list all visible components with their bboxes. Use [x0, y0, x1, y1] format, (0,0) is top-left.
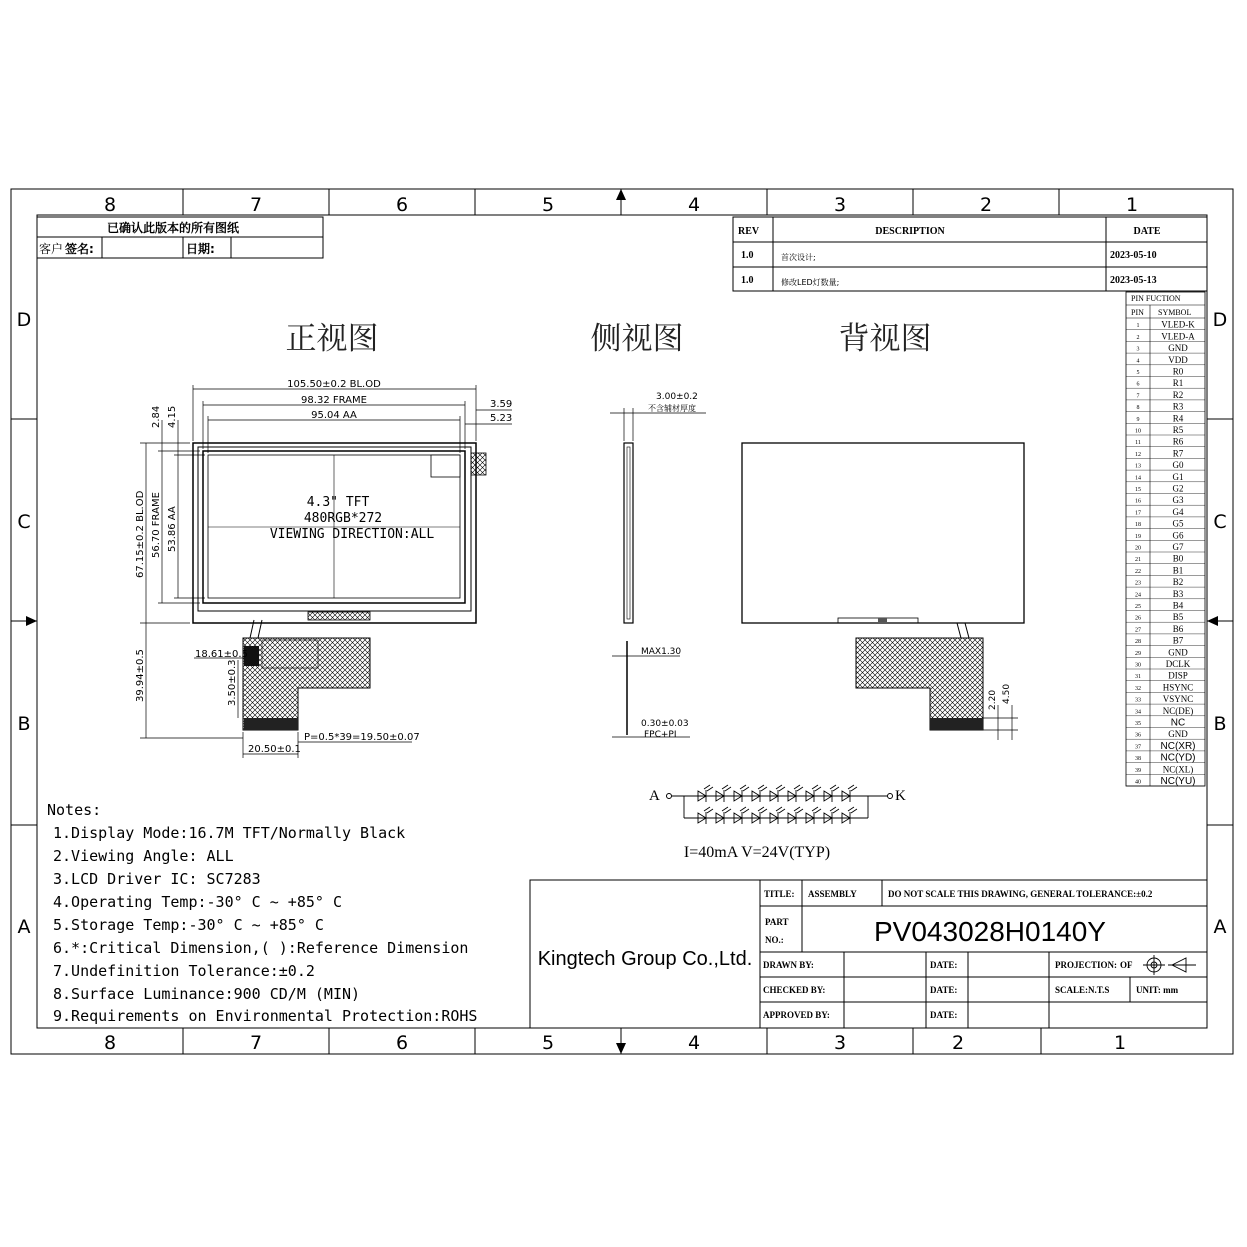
row-label-right: A	[1213, 916, 1227, 938]
part-label-no: NO.:	[765, 935, 784, 945]
col-label-bottom: 2	[951, 1032, 965, 1054]
pin-number: 27	[1135, 627, 1141, 634]
pin-symbol: NC	[1170, 717, 1186, 729]
pin-number: 14	[1135, 475, 1141, 482]
side-fpc-thickness: 0.30±0.03	[641, 719, 689, 729]
col-label-bottom: 8	[103, 1032, 117, 1054]
dim-bl-od-width: 105.50±0.2 BL.OD	[287, 379, 381, 390]
pin-symbol: B6	[1172, 623, 1184, 634]
rev-description: 修改LED灯数量;	[781, 278, 840, 287]
row-label-right: D	[1212, 309, 1228, 331]
notes-block	[47, 801, 477, 1025]
col-label-top: 2	[979, 194, 993, 216]
pin-number: 15	[1135, 487, 1141, 493]
pin-symbol: G2	[1172, 483, 1184, 494]
pin-symbol: G7	[1172, 542, 1184, 552]
projection-label: PROJECTION:	[1055, 960, 1118, 970]
pin-number: 8	[1136, 405, 1140, 412]
title-label: TITLE:	[764, 889, 795, 899]
dim-bl-od-height: 67.15±0.2 BL.OD	[135, 490, 146, 578]
pin-number: 21	[1135, 557, 1141, 564]
pin-number: 22	[1135, 568, 1141, 575]
pin-number: 29	[1135, 650, 1141, 657]
pin-symbol: B7	[1172, 635, 1184, 646]
pin-symbol: VLED-A	[1161, 331, 1195, 342]
pin-symbol: G3	[1172, 495, 1184, 506]
col-label-top: 1	[1125, 194, 1139, 216]
pin-number: 37	[1135, 744, 1141, 751]
pin-number: 3	[1136, 346, 1140, 353]
projection-symbol-icon	[1143, 955, 1196, 975]
pin-symbol: G5	[1172, 518, 1184, 529]
pin-header-pin: PIN	[1131, 308, 1144, 317]
pin-symbol: G6	[1172, 530, 1184, 541]
pin-number: 4	[1136, 358, 1140, 365]
date-label-1: DATE:	[930, 960, 958, 970]
note-item: 4.Operating Temp:-30° C ~ +85° C	[53, 893, 342, 911]
col-label-top: 5	[541, 194, 555, 216]
pin-table	[1126, 292, 1205, 787]
pin-number: 30	[1135, 662, 1141, 669]
dim-fpc-offset: 18.61±0.5	[195, 649, 248, 660]
pin-symbol: R0	[1172, 366, 1184, 377]
side-thickness: 3.00±0.2	[656, 392, 698, 402]
front-view	[135, 379, 512, 758]
date-header: DATE	[1133, 226, 1161, 237]
note-item: 7.Undefinition Tolerance:±0.2	[53, 962, 315, 980]
pin-number: 17	[1135, 510, 1141, 517]
pin-number: 23	[1135, 580, 1141, 587]
pin-number: 20	[1135, 545, 1141, 552]
row-label-left: C	[17, 511, 31, 533]
note-item: 5.Storage Temp:-30° C ~ +85° C	[53, 916, 324, 934]
col-label-top: 7	[249, 194, 263, 216]
pin-number: 31	[1135, 674, 1141, 681]
pin-symbol: B1	[1172, 565, 1184, 576]
pin-symbol: VDD	[1168, 354, 1188, 365]
title-block	[530, 880, 1207, 1028]
rev-date: 2023-05-13	[1110, 275, 1157, 286]
pin-symbol: VSYNC	[1162, 694, 1194, 705]
rev-date: 2023-05-10	[1110, 250, 1157, 261]
part-label: PART	[765, 917, 789, 927]
date-label: 日期:	[186, 242, 215, 256]
pin-number: 36	[1135, 732, 1141, 739]
row-label-left: A	[17, 916, 31, 938]
panel-size-label: 4.3" TFT	[306, 495, 370, 510]
pin-symbol: B3	[1172, 588, 1184, 599]
dim-fpc-tail: 3.50±0.3	[227, 659, 238, 706]
pin-number: 1	[1136, 323, 1140, 330]
pin-number: 28	[1135, 639, 1141, 646]
pin-symbol: GND	[1168, 343, 1188, 354]
dim-fpc-length: 39.94±0.5	[135, 649, 146, 702]
pin-symbol: B4	[1172, 600, 1184, 611]
pin-number: 35	[1135, 721, 1141, 727]
col-label-top: 4	[687, 194, 701, 216]
drawn-by-label: DRAWN BY:	[763, 960, 814, 970]
sheet-of-label: OF	[1120, 960, 1133, 970]
col-label-top: 8	[103, 194, 117, 216]
pin-symbol: GND	[1168, 729, 1188, 740]
pin-symbol: GND	[1168, 647, 1188, 658]
notes-title: Notes:	[47, 801, 102, 819]
col-label-bottom: 7	[249, 1032, 263, 1054]
side-view-title: 侧视图	[590, 321, 684, 357]
pin-symbol: R6	[1172, 436, 1184, 447]
dim-frame-height: 56.70 FRAME	[151, 492, 162, 558]
note-item: 2.Viewing Angle: ALL	[53, 847, 234, 865]
pin-number: 16	[1135, 498, 1141, 505]
rev-value: 1.0	[741, 250, 754, 261]
col-label-bottom: 4	[687, 1032, 701, 1054]
pin-number: 32	[1135, 685, 1141, 692]
rev-header: REV	[738, 226, 760, 237]
checked-by-label: CHECKED BY:	[763, 985, 826, 995]
led-rating: I=40mA V=24V(TYP)	[683, 844, 831, 861]
pin-symbol: NC(XL)	[1162, 764, 1194, 775]
date-label-2: DATE:	[930, 985, 958, 995]
pin-number: 2	[1136, 334, 1140, 341]
side-view	[610, 392, 706, 740]
dim-top-2: 4.15	[167, 405, 178, 428]
sign-label: 签名:	[65, 242, 94, 256]
date-label-3: DATE:	[930, 1010, 958, 1020]
dim-aa-height: 53.86 AA	[167, 506, 178, 552]
pin-number: 24	[1135, 592, 1141, 599]
col-label-bottom: 3	[833, 1032, 847, 1054]
back-dim-1: 2.20	[988, 689, 998, 710]
rev-description: 首次设计;	[781, 253, 816, 262]
pin-symbol: B2	[1172, 577, 1184, 588]
viewing-direction-label: VIEWING DIRECTION:ALL	[269, 527, 435, 542]
pin-number: 33	[1135, 697, 1141, 704]
pin-symbol: NC(YD)	[1160, 752, 1196, 764]
pin-symbol: R3	[1172, 401, 1184, 412]
revision-table	[733, 217, 1207, 291]
note-item: 9.Requirements on Environmental Protection:ROHS	[53, 1007, 478, 1025]
row-label-left: D	[16, 309, 32, 331]
pin-symbol: G1	[1172, 471, 1184, 482]
pin-symbol: G0	[1172, 460, 1184, 471]
pin-number: 10	[1135, 428, 1141, 435]
dim-frame-width: 98.32 FRAME	[301, 395, 367, 406]
pin-symbol: HSYNC	[1162, 682, 1194, 693]
pin-number: 34	[1135, 709, 1141, 716]
led-row-bottom	[698, 807, 857, 824]
pin-number: 38	[1135, 756, 1141, 763]
pin-symbol: R7	[1172, 448, 1184, 459]
note-item: 6.*:Critical Dimension,( ):Reference Dimension	[53, 939, 469, 957]
pin-number: 40	[1135, 779, 1141, 786]
side-max: MAX1.30	[641, 647, 682, 657]
title-value: ASSEMBLY	[808, 889, 857, 899]
dim-pitch: P=0.5*39=19.50±0.07	[304, 732, 420, 743]
dim-fpc-width: 20.50±0.1	[248, 744, 301, 755]
dim-top-1: 2.84	[151, 405, 162, 428]
dim-right-1: 3.59	[490, 399, 513, 410]
row-label-left: B	[17, 713, 31, 735]
pin-number: 11	[1135, 440, 1141, 447]
pin-symbol: NC(YU)	[1160, 776, 1196, 787]
pin-number: 18	[1135, 522, 1141, 529]
dim-aa-width: 95.04 AA	[311, 410, 357, 421]
side-fpc-material: FPC+PI	[644, 730, 677, 740]
company-name: Kingtech Group Co.,Ltd.	[537, 948, 753, 970]
pin-symbol: R1	[1172, 378, 1184, 389]
col-label-top: 6	[395, 194, 409, 216]
customer-label: 客户	[39, 242, 64, 256]
back-dim-2: 4.50	[1002, 683, 1012, 704]
pin-number: 13	[1135, 463, 1141, 470]
part-number: PV043028H0140Y	[874, 916, 1106, 947]
pin-number: 5	[1136, 370, 1140, 376]
pin-symbol: NC(XR)	[1160, 740, 1196, 752]
note-item: 1.Display Mode:16.7M TFT/Normally Black	[53, 824, 406, 842]
pin-number: 6	[1136, 381, 1140, 388]
led-circuit	[649, 785, 906, 861]
description-header: DESCRIPTION	[875, 226, 945, 237]
approval-box	[37, 217, 323, 258]
row-label-right: C	[1213, 511, 1227, 533]
pin-number: 39	[1135, 767, 1141, 774]
pin-symbol: G4	[1172, 506, 1184, 517]
col-label-bottom: 5	[541, 1032, 555, 1054]
pin-header-symbol: SYMBOL	[1158, 308, 1192, 317]
note-item: 3.LCD Driver IC: SC7283	[53, 870, 261, 888]
pin-symbol: DISP	[1168, 670, 1188, 681]
pin-number: 7	[1136, 393, 1140, 400]
scale-label: SCALE:N.T.S	[1055, 985, 1110, 995]
pin-symbol: R4	[1172, 413, 1184, 424]
pin-symbol: R5	[1172, 425, 1184, 435]
pin-symbol: B5	[1172, 612, 1184, 623]
col-label-bottom: 1	[1113, 1032, 1127, 1054]
pin-number: 19	[1135, 533, 1141, 540]
pin-number: 12	[1135, 451, 1141, 458]
tolerance-note: DO NOT SCALE THIS DRAWING, GENERAL TOLERANCE:±0.2	[888, 889, 1153, 899]
back-view-title: 背视图	[838, 321, 932, 357]
pin-symbol: NC(DE)	[1162, 705, 1194, 716]
row-label-right: B	[1213, 713, 1227, 735]
approved-by-label: APPROVED BY:	[763, 1010, 830, 1020]
rev-value: 1.0	[741, 275, 754, 286]
side-thickness-note: 不含辅材厚度	[648, 404, 696, 413]
col-label-bottom: 6	[395, 1032, 409, 1054]
front-view-title: 正视图	[285, 321, 379, 357]
unit-label: UNIT: mm	[1136, 985, 1179, 995]
back-view	[742, 443, 1024, 740]
pin-number: 25	[1135, 604, 1141, 610]
pin-symbol: B0	[1172, 553, 1184, 564]
pin-symbol: VLED-K	[1161, 319, 1195, 330]
approval-title: 已确认此版本的所有图纸	[106, 221, 240, 235]
pin-number: 9	[1136, 416, 1140, 423]
note-item: 8.Surface Luminance:900 CD/M (MIN)	[53, 985, 361, 1003]
pin-symbol: R2	[1172, 389, 1184, 400]
pin-table-title: PIN FUCTION	[1131, 294, 1181, 303]
panel-resolution-label: 480RGB*272	[303, 511, 383, 526]
pin-number: 26	[1135, 615, 1141, 622]
pin-symbol: DCLK	[1165, 659, 1191, 669]
led-row-top	[698, 785, 857, 802]
dim-right-2: 5.23	[490, 413, 513, 424]
led-anode-label: A	[649, 788, 660, 804]
col-label-top: 3	[833, 194, 847, 216]
led-cathode-label: K	[895, 788, 906, 804]
